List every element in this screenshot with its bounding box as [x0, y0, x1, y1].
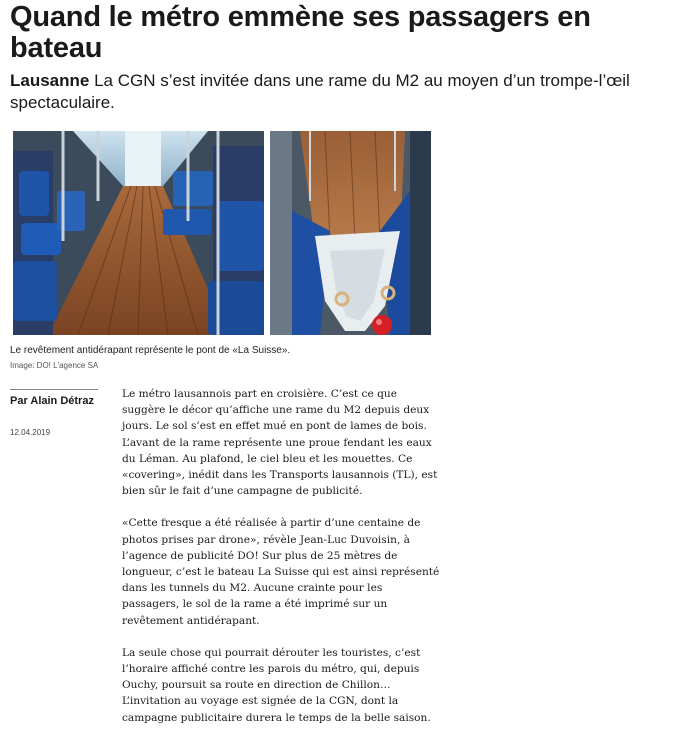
metro-interior-deck-image — [13, 131, 264, 335]
article-paragraph: «Cette fresque a été réalisée à partir d’une centaine de photos prises par drone», révèle Jean-Luc Duvoisin, à l’agence de publicité DO! Sur plus de 25 mètres de longueur, c’est le bateau La Suisse qui est ainsi représenté dans les tunnels du M2. Aucune crainte pour les passagers, le sol de la rame a été imprimé sur un revêtement antidérapant. — [122, 517, 440, 627]
author-byline[interactable]: Par Alain Détraz — [10, 395, 94, 407]
lead-kicker: Lausanne — [10, 71, 90, 90]
author-divider — [10, 389, 98, 390]
metro-bow-image — [270, 131, 431, 335]
article-headline: Quand le métro emmène ses passagers en bateau — [10, 1, 591, 64]
metro-interior-deck-photo[interactable] — [13, 131, 264, 335]
article-paragraph: La seule chose qui pourrait dérouter les touristes, c’est l’horaire affiché contre les parois du métro, qui, depuis Ouchy, poursuit sa route en direction de Chillon… L’invitation au voyage est signée de la CGN, dont la campagne publicitaire durera le temps de la belle saison. — [122, 646, 431, 724]
publication-date: 12.04.2019 — [10, 428, 51, 437]
lead-text: La CGN s’est invitée dans une rame du M2 au moyen d’un trompe-l’œil spectaculaire. — [10, 71, 630, 112]
article-body — [122, 386, 442, 742]
article-paragraph: Le métro lausannois part en croisière. C’est ce que suggère le décor qu’affiche une rame du M2 depuis deux jours. Le sol s’est en effet mué en pont de lames de bois. L’avant de la rame représente une proue fendant les eaux du Léman. Au plafond, le ciel bleu et les mouettes. Ce «covering», inédit dans les Transports lausannois (TL), est bien sûr le fait d’une campagne de publicité. — [122, 388, 438, 498]
article-lead — [10, 70, 660, 114]
metro-bow-photo[interactable] — [270, 131, 431, 335]
photo-caption: Le revêtement antidérapant représente le pont de «La Suisse». — [10, 345, 291, 356]
photo-credit: Image: DO! L'agence SA — [10, 361, 99, 370]
